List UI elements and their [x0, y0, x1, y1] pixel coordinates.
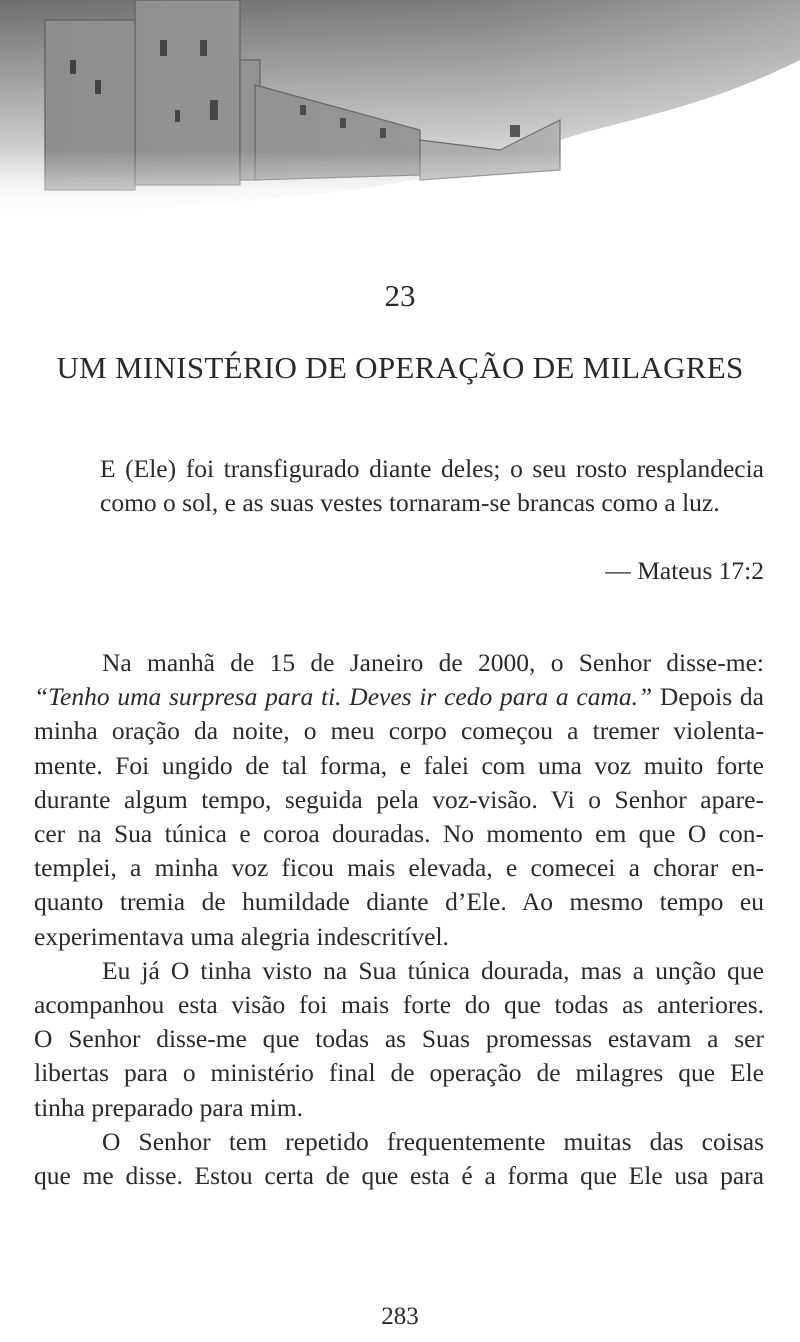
text-line: Na manhã de 15 de Janeiro de 2000, o Senhor disse-me:: [102, 648, 764, 677]
text-line: O Senhor disse-me que todas as Suas promessas estavam a ser: [34, 1024, 764, 1054]
castle-header-illustration: [0, 0, 800, 230]
text-line: Eu já O tinha visto na Sua túnica dourada, mas a unção que: [102, 955, 764, 985]
text-line: templei, a minha voz ficou mais elevada, e comecei a chorar en-: [34, 853, 764, 883]
body-text: [34, 646, 764, 1193]
text-line: mente. Foi ungido de tal forma, e falei com uma voz muito forte: [34, 750, 764, 780]
page-number: 283: [381, 1303, 419, 1330]
text-line: experimentava uma alegria indescritível.: [34, 921, 449, 951]
paragraph: [34, 954, 764, 1125]
chapter-number: 23: [384, 278, 416, 313]
text-fragment: Depois da: [652, 682, 764, 712]
text-line: durante algum tempo, seguida pela voz-visão. Vi o Senhor apare-: [34, 784, 764, 814]
text-line: O Senhor tem repetido frequentemente muitas das coisas: [102, 1126, 764, 1156]
text-line: acompanhou esta visão foi mais forte do que todas as anteriores.: [34, 990, 764, 1020]
epigraph-source: — Mateus 17:2: [605, 556, 764, 585]
text-line: minha oração da noite, o meu corpo começou a tremer violenta-: [34, 716, 764, 746]
italic-quote: “Tenho uma surpresa para ti. Deves ir cedo para a cama.”: [34, 682, 653, 712]
text-line: libertas para o ministério final de operação de milagres que Ele: [34, 1058, 764, 1088]
text-line: tinha preparado para mim.: [34, 1092, 304, 1122]
chapter-title: UM MINISTÉRIO DE OPERAÇÃO DE MILAGRES: [56, 350, 744, 385]
text-line: quanto tremia de humildade diante d’Ele. Ao mesmo tempo eu: [34, 887, 764, 917]
paragraph: [34, 1125, 764, 1193]
epigraph-quote: E (Ele) foi transfigurado diante deles; o seu rosto resplandecia como o sol, e as suas vestes tornaram-se brancas como a luz.: [100, 454, 764, 517]
text-line: [34, 680, 764, 714]
paragraph: [34, 646, 764, 954]
text-line: cer na Sua túnica e coroa douradas. No momento em que O con-: [34, 819, 764, 849]
text-line: que me disse. Estou certa de que esta é a forma que Ele usa para: [34, 1161, 764, 1191]
